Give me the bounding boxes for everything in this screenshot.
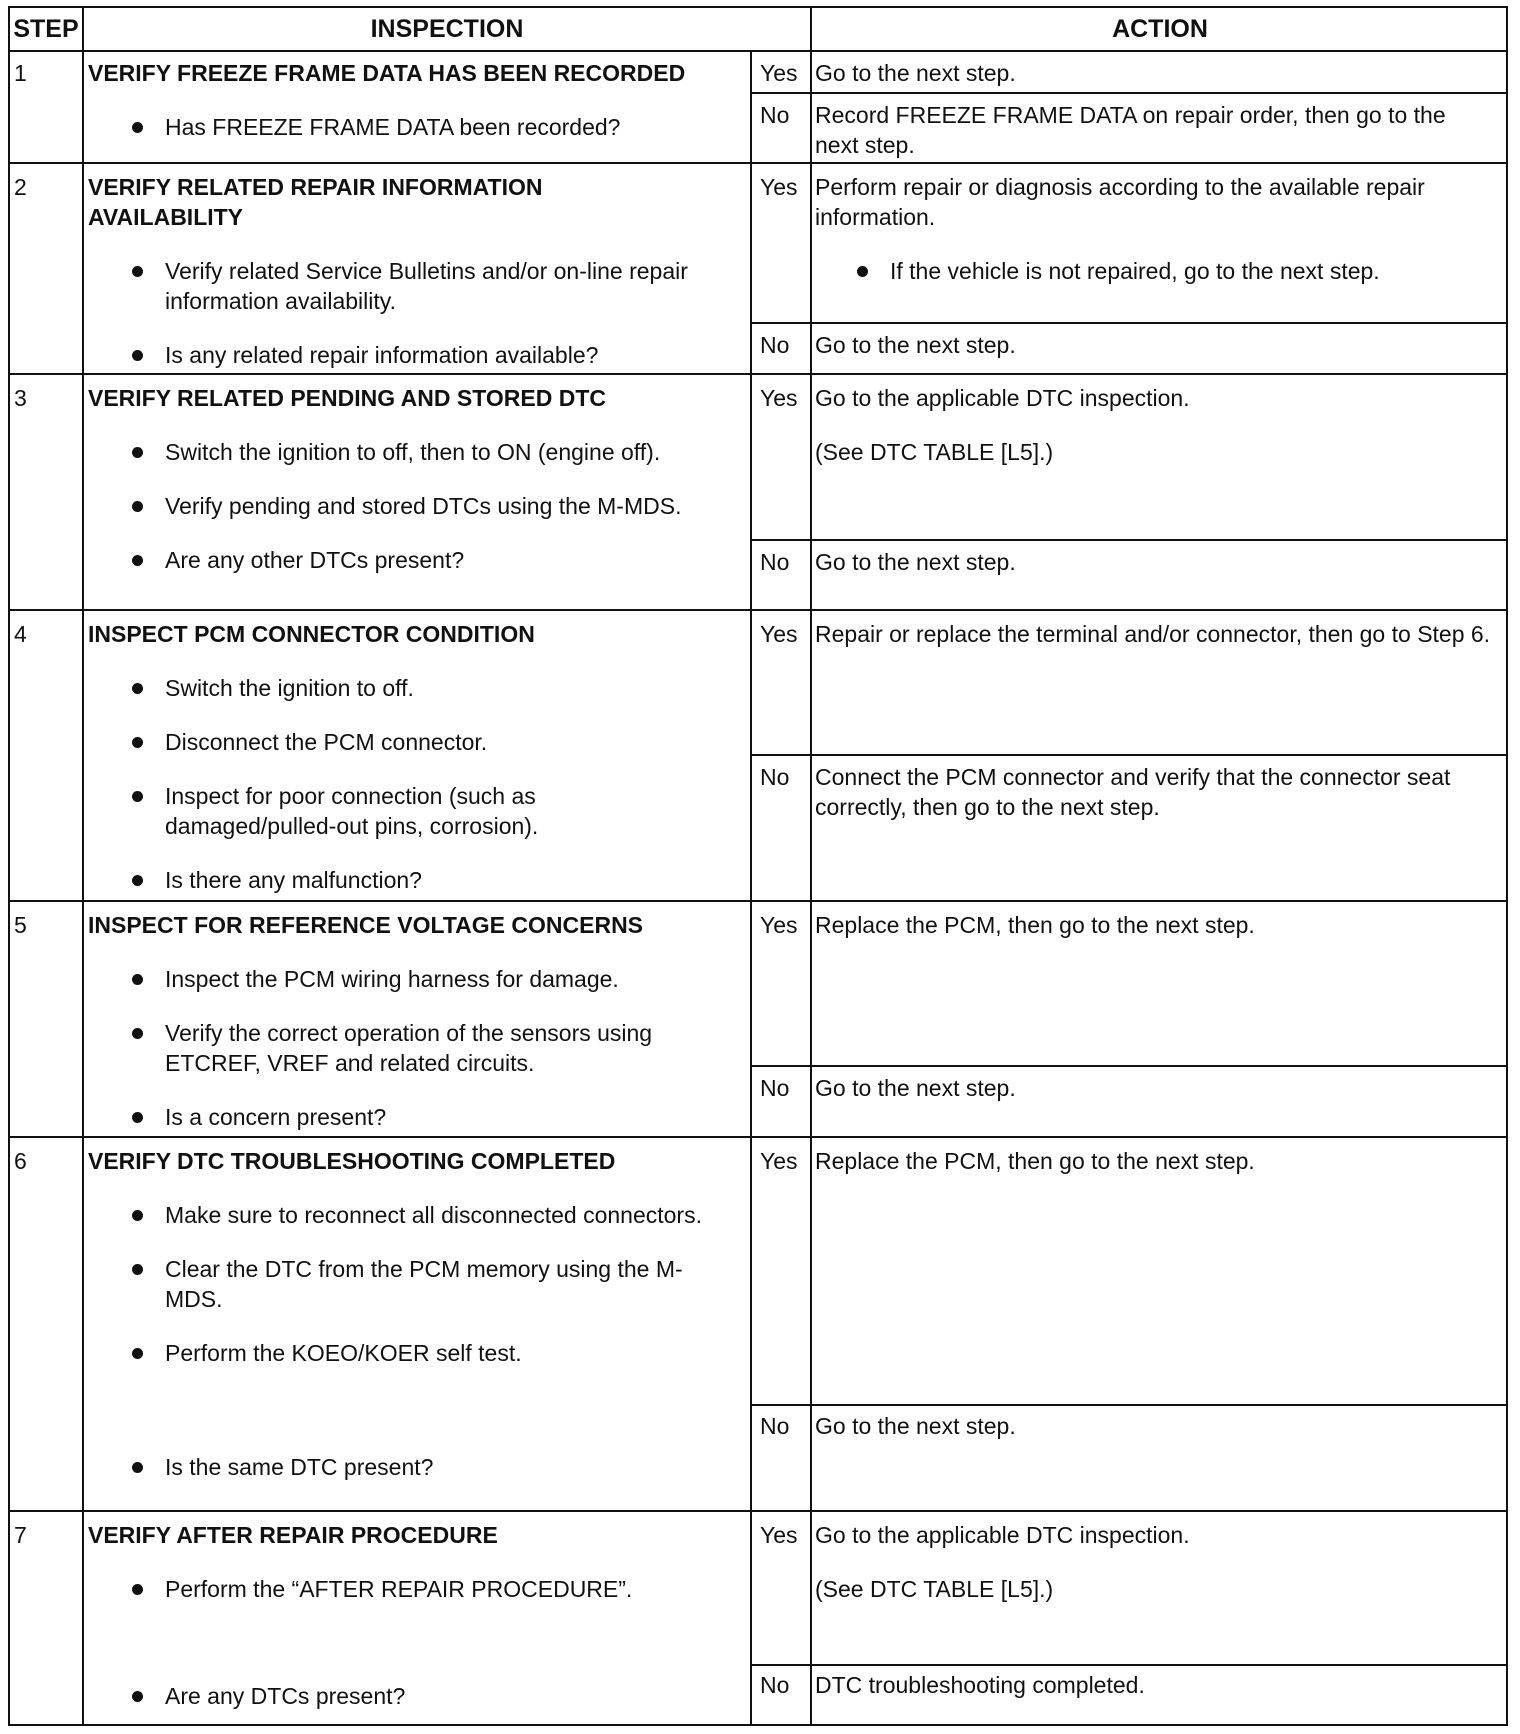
step-inspection — [88, 58, 748, 142]
inspection-bullet: Verify pending and stored DTCs using the M-MDS. — [88, 491, 705, 521]
inspection-bullet: Switch the ignition to off. — [88, 673, 705, 703]
action-bullet: If the vehicle is not repaired, go to the next step. — [815, 256, 1490, 286]
divider-action-col — [810, 8, 812, 1724]
row-divider — [10, 162, 1506, 164]
yes-no-divider — [750, 1404, 1506, 1406]
step-inspection — [88, 1146, 748, 1482]
no-label: No — [760, 1075, 790, 1101]
inspection-bullet: Is there any malfunction? — [88, 865, 705, 895]
no-action: DTC troubleshooting completed. — [815, 1672, 1145, 1698]
yes-action — [815, 383, 1495, 467]
yes-no-divider — [750, 1065, 1506, 1067]
no-action: Go to the next step. — [815, 549, 1016, 575]
inspection-bullet: Is the same DTC present? — [88, 1452, 705, 1482]
yes-action — [815, 172, 1495, 286]
no-label: No — [760, 549, 790, 575]
step-inspection — [88, 172, 748, 370]
inspection-bullet: Are any other DTCs present? — [88, 545, 705, 575]
no-label: No — [760, 102, 790, 128]
yes-label: Yes — [760, 621, 798, 647]
inspection-bullet: Make sure to reconnect all disconnected connectors. — [88, 1200, 705, 1230]
row-divider — [10, 1510, 1506, 1512]
step-number: 2 — [14, 174, 27, 200]
inspection-bullet: Verify the correct operation of the sensors using ETCREF, VREF and related circuits. — [88, 1018, 705, 1078]
yes-label: Yes — [760, 60, 798, 86]
yes-action: Repair or replace the terminal and/or connector, then go to Step 6. — [815, 621, 1491, 647]
header-step: STEP — [13, 15, 79, 43]
step-title: VERIFY RELATED PENDING AND STORED DTC — [88, 385, 606, 411]
dtc-table-reference: (See DTC TABLE [L5].) — [815, 1576, 1054, 1602]
yes-action: Replace the PCM, then go to the next step. — [815, 1148, 1255, 1174]
yes-action: Replace the PCM, then go to the next step. — [815, 912, 1255, 938]
yes-no-divider — [750, 1664, 1506, 1666]
yes-label: Yes — [760, 1522, 798, 1548]
yes-label: Yes — [760, 385, 798, 411]
no-action: Go to the next step. — [815, 332, 1016, 358]
inspection-bullet: Perform the “AFTER REPAIR PROCEDURE”. — [88, 1574, 705, 1604]
no-label: No — [760, 764, 790, 790]
yes-action — [815, 1520, 1495, 1604]
step-title: INSPECT PCM CONNECTOR CONDITION — [88, 621, 535, 647]
yes-label: Yes — [760, 912, 798, 938]
yes-action-text: Go to the applicable DTC inspection. — [815, 385, 1190, 411]
step-title: VERIFY FREEZE FRAME DATA HAS BEEN RECORDED — [88, 60, 686, 86]
divider-step-col — [82, 8, 84, 1724]
step-inspection — [88, 619, 748, 895]
step-inspection — [88, 1520, 748, 1711]
step-inspection — [88, 910, 748, 1132]
inspection-bullet: Inspect the PCM wiring harness for damage. — [88, 964, 705, 994]
step-inspection — [88, 383, 748, 575]
inspection-bullet: Inspect for poor connection (such as damaged/pulled-out pins, corrosion). — [88, 781, 705, 841]
no-action: Connect the PCM connector and verify that the connector seat correctly, then go to the next step. — [815, 764, 1451, 820]
row-divider — [10, 609, 1506, 611]
inspection-bullet: Has FREEZE FRAME DATA been recorded? — [88, 112, 705, 142]
yes-label: Yes — [760, 174, 798, 200]
step-number: 1 — [14, 60, 27, 86]
yes-no-divider — [750, 322, 1506, 324]
no-action: Go to the next step. — [815, 1413, 1016, 1439]
inspection-bullet: Perform the KOEO/KOER self test. — [88, 1338, 705, 1368]
no-label: No — [760, 332, 790, 358]
divider-yes-no-col — [750, 50, 752, 1724]
inspection-bullet: Is any related repair information available? — [88, 340, 705, 370]
inspection-bullet: Are any DTCs present? — [88, 1681, 705, 1711]
row-divider — [10, 50, 1506, 52]
row-divider — [10, 373, 1506, 375]
step-number: 3 — [14, 385, 27, 411]
no-action: Go to the next step. — [815, 1075, 1016, 1101]
step-number: 7 — [14, 1522, 27, 1548]
inspection-bullet: Is a concern present? — [88, 1102, 705, 1132]
inspection-bullet: Clear the DTC from the PCM memory using the M-MDS. — [88, 1254, 705, 1314]
step-number: 4 — [14, 621, 27, 647]
inspection-bullet: Switch the ignition to off, then to ON (engine off). — [88, 437, 705, 467]
step-title: VERIFY DTC TROUBLESHOOTING COMPLETED — [88, 1148, 616, 1174]
row-divider — [10, 1136, 1506, 1138]
step-title: INSPECT FOR REFERENCE VOLTAGE CONCERNS — [88, 912, 644, 938]
yes-no-divider — [750, 92, 1506, 94]
dtc-table-reference: (See DTC TABLE [L5].) — [815, 439, 1054, 465]
no-action: Record FREEZE FRAME DATA on repair order, then go to the next step. — [815, 102, 1446, 158]
yes-action-text: Go to the applicable DTC inspection. — [815, 1522, 1190, 1548]
inspection-bullet: Verify related Service Bulletins and/or on-line repair information availability. — [88, 256, 705, 316]
step-title: VERIFY AFTER REPAIR PROCEDURE — [88, 1522, 498, 1548]
yes-action-text: Perform repair or diagnosis according to the available repair information. — [815, 174, 1425, 230]
inspection-bullet: Disconnect the PCM connector. — [88, 727, 705, 757]
diagnostic-table — [8, 6, 1508, 1726]
no-label: No — [760, 1672, 790, 1698]
header-inspection: INSPECTION — [370, 15, 524, 43]
yes-no-divider — [750, 539, 1506, 541]
no-label: No — [760, 1413, 790, 1439]
step-number: 5 — [14, 912, 27, 938]
yes-label: Yes — [760, 1148, 798, 1174]
step-title: VERIFY RELATED REPAIR INFORMATION AVAILABILITY — [88, 174, 543, 230]
yes-action: Go to the next step. — [815, 60, 1016, 86]
yes-no-divider — [750, 754, 1506, 756]
header-action: ACTION — [1112, 15, 1208, 43]
row-divider — [10, 900, 1506, 902]
step-number: 6 — [14, 1148, 27, 1174]
